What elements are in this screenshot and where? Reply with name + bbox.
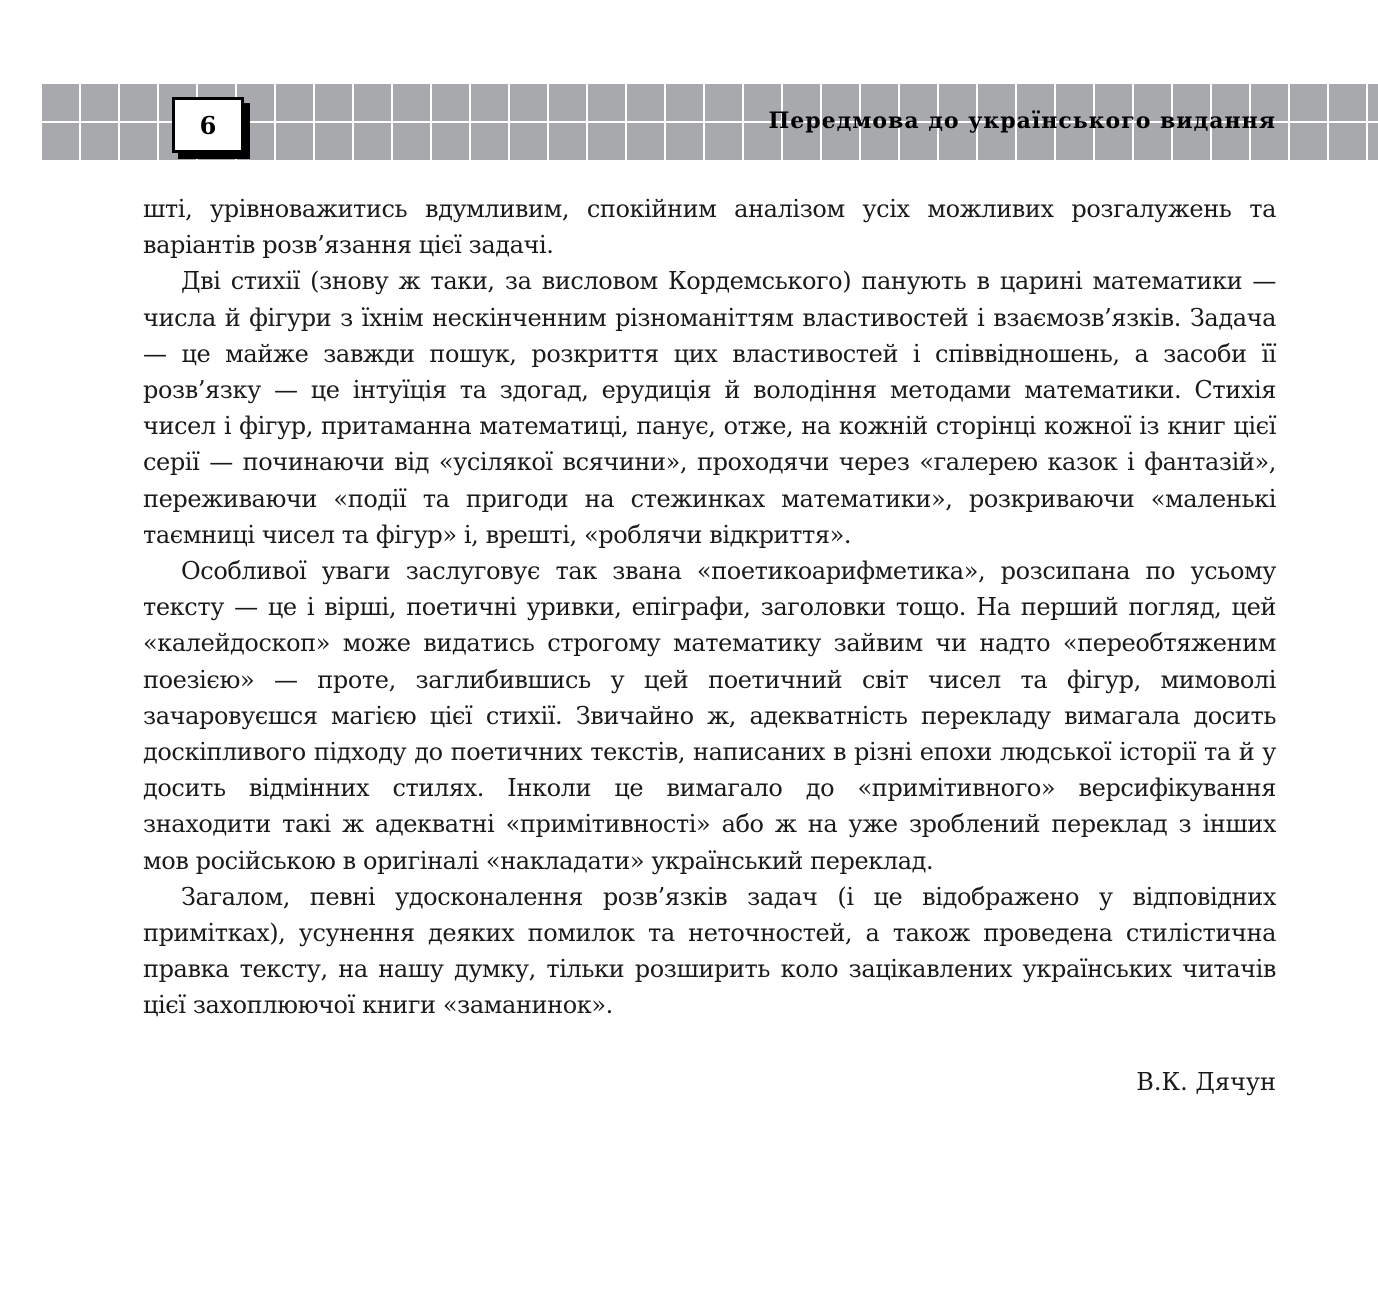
author-signature: В.К. Дячун	[1136, 1068, 1276, 1096]
paragraph: Особливої уваги заслуговує так звана «поетикоарифметика», розсипана по усьому тексту — це і вірші, поетичні уривки, епіграфи, заголовки тощо. На перший погляд, цей «калейдоскоп» може видатись строгому математику зайвим чи надто «переобтяженим поезією» — проте, заглибившись у цей поетичний світ чисел та фігур, мимоволі зачаровуєшся магією цієї стихії. Звичайно ж, адекватність перекладу вимагала досить доскіпливого підходу до поетичних текстів, написаних в різні епохи людської історії та й у досить відмінних стилях. Інколи це вимагало до «примітивного» версифікування знаходити такі ж адекватні «примітивності» або ж на уже зроблений переклад з інших мов російською в оригіналі «накладати» український переклад.	[143, 557, 1276, 875]
paragraph: Дві стихії (знову ж таки, за висловом Кордемського) панують в царині математики — числа й фігури з їхнім нескінченним різноманіттям властивостей і взаємозв’язків. Задача — це майже завжди пошук, розкриття цих властивостей і співвідношень, а засоби її розв’язку — це інтуїція та здогад, ерудиція й володіння методами математики. Стихія чисел і фігур, притаманна математиці, панує, отже, на кожній сторінці кожної із книг цієї серії — починаючи від «усілякої всячини», проходячи через «галерею казок і фантазій», переживаючи «події та пригоди на стежинках математики», розкриваючи «маленькі таємниці чисел та фігур» і, врешті, «роблячи відкриття».	[143, 267, 1276, 549]
page-number: 6	[172, 97, 244, 153]
text-body	[143, 191, 1276, 1024]
running-title: Передмова до українського видання	[768, 108, 1276, 134]
paragraph-continued: шті, урівноважитись вдумливим, спокійним аналізом усіх можливих розгалужень та варіантів розв’язання цієї задачі.	[143, 195, 1276, 260]
paragraph: Загалом, певні удосконалення розв’язків задач (і це відображено у відповідних примітках), усунення деяких помилок та неточностей, а також проведена стилістична правка тексту, на нашу думку, тільки розширить коло зацікавлених українських читачів цієї захоплюючої книги «заманинок».	[143, 882, 1276, 1020]
